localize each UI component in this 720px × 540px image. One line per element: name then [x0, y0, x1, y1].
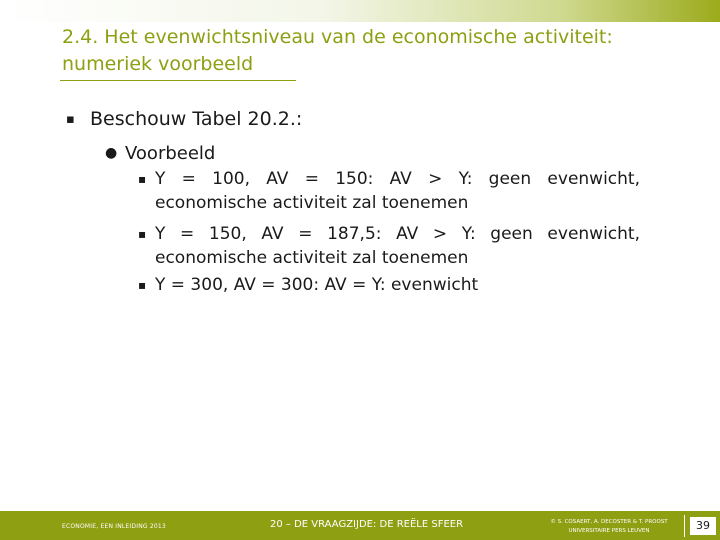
bullet-level2-text: Voorbeeld [125, 143, 216, 164]
footer-divider [684, 515, 685, 537]
square-bullet-icon: ▪ [138, 227, 147, 241]
list-item-line: Y = 100, AV = 150: AV > Y: geen evenwicht, [155, 169, 640, 189]
list-item [138, 167, 640, 215]
slide-title: 2.4. Het evenwichtsniveau van de economische activiteit: numeriek voorbeeld [62, 26, 613, 75]
footer-bar [0, 511, 720, 540]
bullet-level2 [105, 141, 215, 166]
square-bullet-icon: ▪ [138, 278, 147, 292]
header-band [0, 0, 720, 22]
list-item [138, 222, 640, 270]
list-item-line: Y = 150, AV = 187,5: AV > Y: geen evenwicht, [155, 224, 640, 244]
square-bullet-icon: ▪ [66, 112, 75, 127]
footer-chapter-label: 20 – DE VRAAGZIJDE: DE REËLE SFEER [270, 519, 464, 530]
footer-authors: © S. COSAERT, A. DECOSTER & T. PROOST [550, 519, 668, 525]
footer-copyright [540, 518, 678, 536]
title-underline [60, 80, 296, 81]
round-bullet-icon: ● [105, 145, 118, 161]
list-item [138, 273, 640, 297]
footer-publisher: UNIVERSITAIRE PERS LEUVEN [568, 528, 650, 534]
page-number: 39 [690, 517, 716, 535]
bullet-level1 [66, 106, 302, 133]
list-item-line: economische activiteit zal toenemen [155, 193, 469, 213]
list-item-line: economische activiteit zal toenemen [155, 248, 469, 268]
list-item-line: Y = 300, AV = 300: AV = Y: evenwicht [155, 275, 479, 295]
footer-course-label: ECONOMIE, EEN INLEIDING 2013 [62, 523, 166, 530]
bullet-level1-text: Beschouw Tabel 20.2.: [90, 108, 303, 130]
square-bullet-icon: ▪ [138, 172, 147, 186]
